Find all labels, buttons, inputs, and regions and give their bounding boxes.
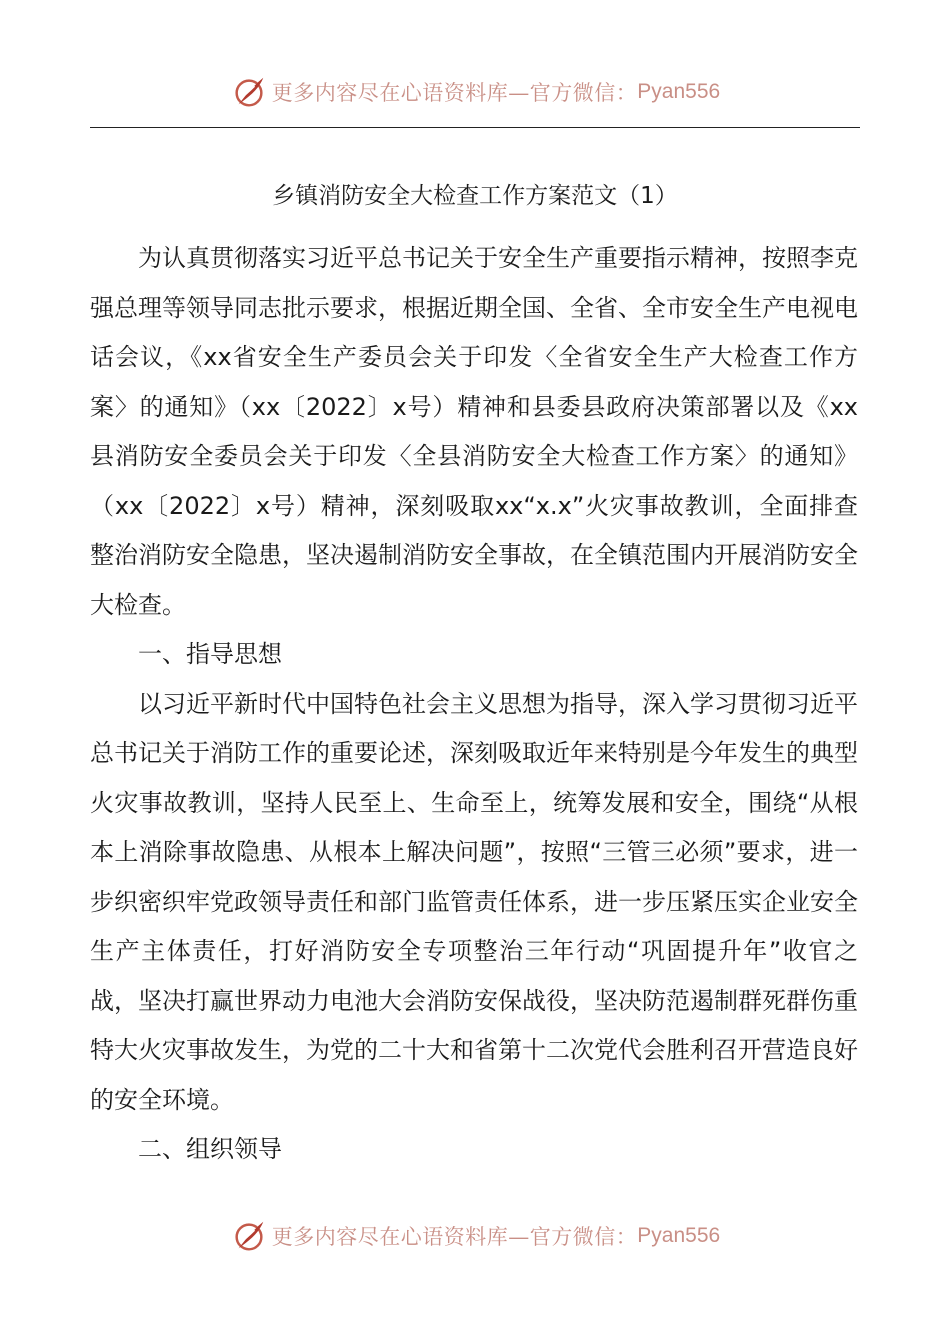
header-banner-text: 更多内容尽在心语资料库—官方微信：: [271, 81, 638, 105]
section-heading-organization: 二、组织领导: [138, 1135, 282, 1163]
footer-banner-text: 更多内容尽在心语资料库—官方微信：: [271, 1225, 638, 1249]
document-body: [90, 234, 858, 1175]
footer-watermark-banner: [0, 1216, 950, 1256]
section-heading-guiding-ideology: 一、指导思想: [138, 640, 282, 668]
header-banner-wechat-id: Pyan556: [637, 80, 721, 103]
guiding-ideology-paragraph: 以习近平新时代中国特色社会主义思想为指导，深入学习贯彻习近平总书记关于消防工作的重要论述，深刻吸取近年来特别是今年发生的典型火灾事故教训，坚持人民至上、生命至上，统筹发展和安全，围绕“从根本上消除事故隐患、从根本上解决问题”，按照“三管三必须”要求，进一步织密织牢党政领导责任和部门监管责任体系，进一步压紧压实企业安全生产主体责任，打好消防安全专项整治三年行动“巩固提升年”收官之战，坚决打赢世界动力电池大会消防安保战役，坚决防范遏制群死群伤重特大火灾事故发生，为党的二十大和省第十二次党代会胜利召开营造良好的安全环境。: [90, 689, 858, 1114]
header-watermark-banner: [0, 72, 950, 112]
intro-paragraph: 为认真贯彻落实习近平总书记关于安全生产重要指示精神，按照李克强总理等领导同志批示要求，根据近期全国、全省、全市安全生产电视电话会议，《xx省安全生产委员会关于印发〈全省安全生产大检查工作方案〉的通知》（xx〔2022〕x号）精神和县委县政府决策部署以及《xx县消防安全委员会关于印发〈全县消防安全大检查工作方案〉的通知》（xx〔2022〕x号）精神，深刻吸取xx“x.x”火灾事故教训，全面排查整治消防安全隐患，坚决遏制消防安全事故，在全镇范围内开展消防安全大检查。: [90, 244, 858, 619]
footer-banner-wechat-id: Pyan556: [637, 1224, 721, 1247]
quill-logo-icon: [230, 73, 268, 111]
document-title: 乡镇消防安全大检查工作方案范文（1）: [272, 183, 678, 209]
header-divider: [90, 127, 860, 128]
quill-logo-icon: [230, 1217, 268, 1255]
